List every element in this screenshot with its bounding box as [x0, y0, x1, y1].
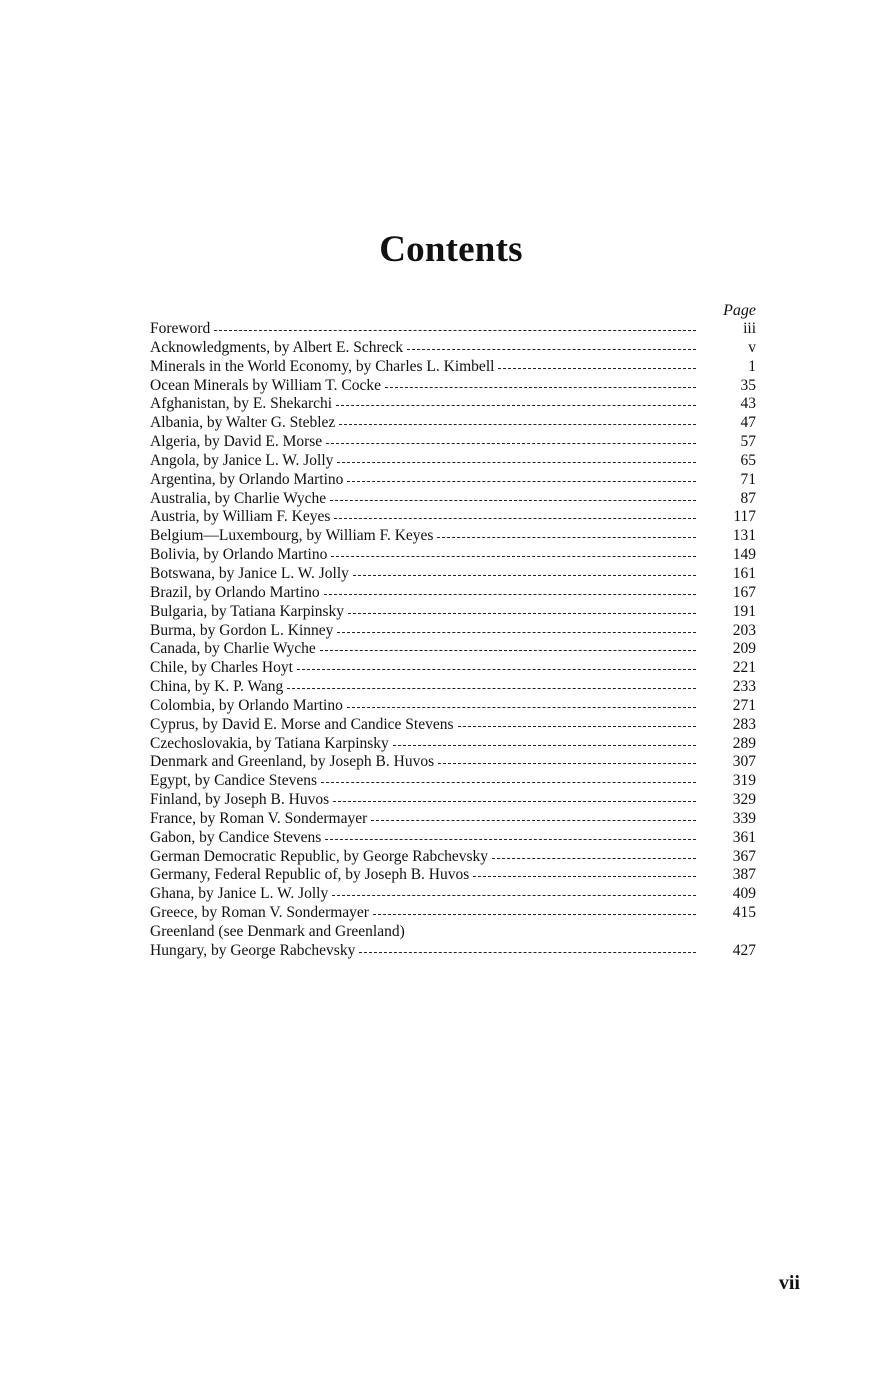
toc-entry: [150, 923, 756, 942]
dot-leader: [333, 800, 696, 802]
toc-entry-title: Angola, by Janice L. W. Jolly: [150, 451, 334, 469]
page-number: vii: [778, 1272, 800, 1294]
toc-entry-title: Greece, by Roman V. Sondermayer: [150, 904, 369, 922]
toc-entry-title: Hungary, by George Rabchevsky: [150, 941, 356, 959]
toc-entry-title: Denmark and Greenland, by Joseph B. Huvos: [150, 753, 435, 771]
toc-entry-title: Austria, by William F. Keyes: [150, 508, 331, 526]
dot-leader: [458, 725, 697, 727]
toc-entry-page: 191: [732, 602, 756, 620]
toc-entry-title: Australia, by Charlie Wyche: [150, 489, 327, 507]
toc-entry: [150, 772, 756, 791]
toc-entry: [150, 829, 756, 848]
toc-entry-title: China, by K. P. Wang: [150, 678, 284, 696]
toc-entry-page: v: [748, 338, 756, 356]
toc-entry-title: Belgium—Luxembourg, by William F. Keyes: [150, 527, 434, 545]
toc-entry-page: 415: [732, 904, 756, 922]
dot-leader: [437, 536, 696, 538]
toc-entry-title: German Democratic Republic, by George Rabchevsky: [150, 847, 489, 865]
toc-entry: [150, 640, 756, 659]
dot-leader: [438, 762, 696, 764]
toc-entry: [150, 866, 756, 885]
toc-entry-page: 209: [732, 640, 756, 658]
dot-leader: [407, 348, 696, 350]
toc-entry: [150, 565, 756, 584]
page-title: Contents: [379, 229, 523, 270]
toc-entry-title: Bolivia, by Orlando Martino: [150, 546, 328, 564]
toc-entry-page: 167: [732, 583, 756, 601]
dot-leader: [348, 612, 696, 614]
toc-entry: [150, 414, 756, 433]
toc-entry: [150, 904, 756, 923]
dot-leader: [359, 951, 696, 953]
dot-leader: [473, 875, 696, 877]
toc-entry-page: 131: [732, 527, 756, 545]
toc-entry: [150, 433, 756, 452]
toc-entry-title: Gabon, by Candice Stevens: [150, 828, 322, 846]
toc-entry-title: Argentina, by Orlando Martino: [150, 470, 344, 488]
toc-entry: [150, 697, 756, 716]
table-of-contents: [150, 320, 756, 961]
toc-entry-page: 307: [732, 753, 756, 771]
toc-entry-title: Afghanistan, by E. Shekarchi: [150, 395, 333, 413]
toc-entry-page: 319: [732, 772, 756, 790]
dot-leader: [326, 442, 696, 444]
toc-entry-title: Acknowledgments, by Albert E. Schreck: [150, 338, 404, 356]
toc-entry-title: Finland, by Joseph B. Huvos: [150, 791, 330, 809]
toc-entry: [150, 848, 756, 867]
dot-leader: [325, 838, 696, 840]
toc-entry-page: 35: [740, 376, 756, 394]
toc-entry-title: Greenland (see Denmark and Greenland): [150, 923, 405, 940]
page-column-header: Page: [723, 302, 756, 319]
toc-entry-title: Burma, by Gordon L. Kinney: [150, 621, 334, 639]
toc-entry: [150, 659, 756, 678]
toc-entry: [150, 452, 756, 471]
dot-leader: [287, 687, 696, 689]
toc-entry-page: 329: [732, 791, 756, 809]
toc-entry-page: 387: [732, 866, 756, 884]
dot-leader: [297, 668, 696, 670]
toc-entry-page: 283: [732, 715, 756, 733]
toc-entry-title: Minerals in the World Economy, by Charles L. Kimbell: [150, 357, 495, 375]
toc-entry-page: 117: [733, 508, 756, 526]
dot-leader: [320, 649, 696, 651]
toc-entry-page: iii: [743, 320, 756, 337]
toc-entry-title: Czechoslovakia, by Tatiana Karpinsky: [150, 734, 389, 752]
dot-leader: [336, 404, 696, 406]
dot-leader: [324, 593, 696, 595]
toc-entry-page: 43: [740, 395, 756, 413]
dot-leader: [393, 744, 696, 746]
toc-entry: [150, 716, 756, 735]
dot-leader: [321, 781, 696, 783]
dot-leader: [371, 819, 696, 821]
dot-leader: [409, 933, 696, 934]
toc-entry-title: Ghana, by Janice L. W. Jolly: [150, 885, 329, 903]
dot-leader: [337, 461, 696, 463]
toc-entry-title: Cyprus, by David E. Morse and Candice Stevens: [150, 715, 454, 733]
toc-entry-page: 1: [748, 357, 756, 375]
toc-entry-page: 233: [732, 678, 756, 696]
dot-leader: [330, 499, 696, 501]
toc-entry-page: 57: [740, 433, 756, 451]
toc-entry: [150, 942, 756, 961]
toc-entry-title: Albania, by Walter G. Steblez: [150, 414, 336, 432]
toc-entry-page: 161: [732, 564, 756, 582]
toc-entry-page: 65: [740, 451, 756, 469]
toc-entry: [150, 584, 756, 603]
toc-entry-page: 47: [740, 414, 756, 432]
toc-entry-title: Bulgaria, by Tatiana Karpinsky: [150, 602, 345, 620]
toc-entry: [150, 791, 756, 810]
toc-entry-page: 409: [732, 885, 756, 903]
toc-entry-page: 289: [732, 734, 756, 752]
dot-leader: [498, 367, 696, 369]
dot-leader: [347, 706, 696, 708]
toc-entry: [150, 471, 756, 490]
toc-entry-title: Chile, by Charles Hoyt: [150, 659, 293, 677]
toc-entry-title: Germany, Federal Republic of, by Joseph B. Huvos: [150, 866, 470, 884]
dot-leader: [373, 913, 696, 915]
toc-entry: [150, 546, 756, 565]
toc-entry: [150, 358, 756, 377]
toc-entry-page: 367: [732, 847, 756, 865]
toc-entry-page: 339: [732, 809, 756, 827]
toc-entry: [150, 527, 756, 546]
dot-leader: [332, 894, 696, 896]
toc-entry: [150, 735, 756, 754]
toc-entry: [150, 377, 756, 396]
toc-entry: [150, 395, 756, 414]
toc-entry: [150, 490, 756, 509]
toc-entry-title: Foreword: [150, 320, 211, 337]
toc-entry-page: 71: [740, 470, 756, 488]
toc-entry-title: Egypt, by Candice Stevens: [150, 772, 318, 790]
toc-entry-title: France, by Roman V. Sondermayer: [150, 809, 368, 827]
toc-entry: [150, 678, 756, 697]
dot-leader: [385, 386, 696, 388]
toc-entry-page: 203: [732, 621, 756, 639]
toc-entry-title: Botswana, by Janice L. W. Jolly: [150, 564, 349, 582]
toc-entry: [150, 753, 756, 772]
dot-leader: [353, 574, 696, 576]
dot-leader: [492, 857, 696, 859]
toc-entry-page: 427: [732, 941, 756, 959]
toc-entry-title: Colombia, by Orlando Martino: [150, 696, 343, 714]
toc-entry-page: 149: [732, 546, 756, 564]
dot-leader: [334, 517, 696, 519]
toc-entry: [150, 339, 756, 358]
toc-entry-page: 271: [732, 696, 756, 714]
toc-entry: [150, 622, 756, 641]
toc-entry: [150, 810, 756, 829]
toc-entry-page: 221: [732, 659, 756, 677]
toc-entry-title: Canada, by Charlie Wyche: [150, 640, 316, 658]
dot-leader: [339, 423, 696, 425]
toc-entry: [150, 320, 756, 339]
toc-entry: [150, 508, 756, 527]
dot-leader: [337, 631, 696, 633]
toc-entry-page: 87: [740, 489, 756, 507]
toc-entry-title: Algeria, by David E. Morse: [150, 433, 323, 451]
dot-leader: [331, 555, 696, 557]
toc-entry: [150, 603, 756, 622]
toc-entry: [150, 885, 756, 904]
toc-entry-title: Brazil, by Orlando Martino: [150, 583, 320, 601]
toc-entry-page: 361: [732, 828, 756, 846]
toc-entry-title: Ocean Minerals by William T. Cocke: [150, 376, 381, 394]
dot-leader: [214, 329, 696, 331]
dot-leader: [347, 480, 696, 482]
